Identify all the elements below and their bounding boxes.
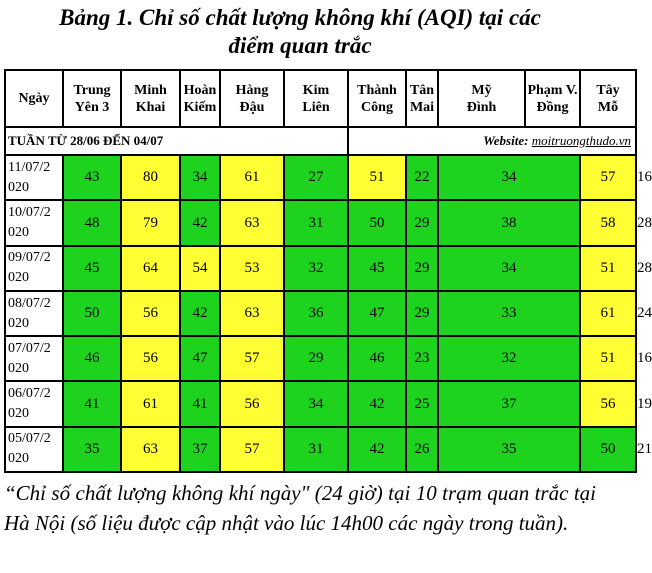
aqi-value-cell: 56 xyxy=(121,291,180,336)
aqi-value-cell: 29 xyxy=(406,246,438,291)
website-label: Website: xyxy=(483,133,529,149)
aqi-value-cell: 32 xyxy=(438,336,580,381)
aqi-value-cell: 34 xyxy=(180,155,220,200)
date-cell: 07/07/2 020 xyxy=(5,336,63,381)
header-station: Mỹ Đình xyxy=(438,70,525,127)
header-station: Phạm V. Đồng xyxy=(525,70,580,127)
aqi-value-cell: 34 xyxy=(438,155,580,200)
website-link[interactable]: moitruongthudo.vn xyxy=(531,133,631,149)
website-cell xyxy=(348,127,636,155)
aqi-value-cell: 34 xyxy=(284,381,348,426)
aqi-value-cell: 45 xyxy=(348,246,406,291)
aqi-value-cell: 64 xyxy=(121,246,180,291)
aqi-value-cell: 31 xyxy=(284,200,348,245)
title-line-1: Bảng 1. Chỉ số chất lượng không khí (AQI) tại các xyxy=(59,5,541,30)
table-row: 05/07/2 020 35 63 37 57 31 42 26 35 50 21 xyxy=(5,427,636,472)
header-date: Ngày xyxy=(5,70,63,127)
table-row: 11/07/2 020 43 80 34 61 27 51 22 34 57 16 xyxy=(5,155,636,200)
aqi-value-cell: 53 xyxy=(220,246,284,291)
aqi-value-cell: 80 xyxy=(121,155,180,200)
data-body xyxy=(5,155,652,472)
header-row xyxy=(5,70,636,127)
aqi-value-cell: 51 xyxy=(348,155,406,200)
week-label: TUẦN TỪ 28/06 ĐẾN 04/07 xyxy=(5,127,348,155)
aqi-value-cell: 61 xyxy=(580,291,636,336)
header-station: Hàng Đậu xyxy=(220,70,284,127)
aqi-value-cell: 31 xyxy=(284,427,348,472)
aqi-value-cell: 27 xyxy=(284,155,348,200)
aqi-value-cell: 46 xyxy=(348,336,406,381)
aqi-value-cell: 32 xyxy=(284,246,348,291)
aqi-value-cell: 54 xyxy=(180,246,220,291)
aqi-value-cell: 51 xyxy=(580,336,636,381)
title-line-2: điểm quan trắc xyxy=(228,33,372,58)
aqi-value-cell: 57 xyxy=(580,155,636,200)
week-row xyxy=(5,127,636,155)
aqi-value-cell: 47 xyxy=(348,291,406,336)
aqi-value-cell: 57 xyxy=(220,336,284,381)
aqi-value-cell: 42 xyxy=(348,381,406,426)
aqi-value-cell: 47 xyxy=(180,336,220,381)
header-station: Thành Công xyxy=(348,70,406,127)
table-row: 06/07/2 020 41 61 41 56 34 42 25 37 56 19 xyxy=(5,381,636,426)
header-station: Hoàn Kiếm xyxy=(180,70,220,127)
date-cell: 09/07/2 020 xyxy=(5,246,63,291)
aqi-value-cell: 29 xyxy=(406,291,438,336)
aqi-value-cell: 57 xyxy=(220,427,284,472)
aqi-value-cell: 56 xyxy=(220,381,284,426)
aqi-value-cell: 42 xyxy=(180,291,220,336)
date-cell: 08/07/2 020 xyxy=(5,291,63,336)
aqi-value-cell: 25 xyxy=(406,381,438,426)
aqi-value-cell: 43 xyxy=(63,155,121,200)
aqi-value-cell: 50 xyxy=(348,200,406,245)
header-station: Trung Yên 3 xyxy=(63,70,121,127)
date-cell: 05/07/2 020 xyxy=(5,427,63,472)
aqi-value-cell: 61 xyxy=(220,155,284,200)
aqi-value-cell: 61 xyxy=(121,381,180,426)
aqi-value-cell: 50 xyxy=(63,291,121,336)
aqi-table xyxy=(4,69,652,473)
table-row: 07/07/2 020 46 56 47 57 29 46 23 32 51 16 xyxy=(5,336,636,381)
aqi-value-cell: 79 xyxy=(121,200,180,245)
aqi-value-cell: 23 xyxy=(406,336,438,381)
aqi-value-cell: 33 xyxy=(438,291,580,336)
aqi-value-cell: 35 xyxy=(63,427,121,472)
aqi-value-cell: 63 xyxy=(220,200,284,245)
aqi-value-cell: 29 xyxy=(284,336,348,381)
aqi-value-cell: 56 xyxy=(580,381,636,426)
aqi-value-cell: 37 xyxy=(438,381,580,426)
aqi-value-cell: 36 xyxy=(284,291,348,336)
aqi-value-cell: 45 xyxy=(63,246,121,291)
aqi-value-cell: 48 xyxy=(63,200,121,245)
aqi-value-cell: 41 xyxy=(63,381,121,426)
aqi-value-cell: 29 xyxy=(406,200,438,245)
table-row: 10/07/2 020 48 79 42 63 31 50 29 38 58 28 xyxy=(5,200,636,245)
aqi-value-cell: 42 xyxy=(348,427,406,472)
table-row: 09/07/2 020 45 64 54 53 32 45 29 34 51 28 xyxy=(5,246,636,291)
aqi-value-cell: 50 xyxy=(580,427,636,472)
header-station: Tân Mai xyxy=(406,70,438,127)
aqi-value-cell: 46 xyxy=(63,336,121,381)
header-station: Tây Mỗ xyxy=(580,70,636,127)
date-cell: 11/07/2 020 xyxy=(5,155,63,200)
aqi-value-cell: 56 xyxy=(121,336,180,381)
aqi-value-cell: 37 xyxy=(180,427,220,472)
caption: “Chỉ số chất lượng không khí ngày" (24 giờ) tại 10 trạm quan trắc tại Hà Nội (số liệu được cập nhật vào lúc 14h00 các ngày trong tuần). xyxy=(4,481,596,535)
aqi-value-cell: 42 xyxy=(180,200,220,245)
aqi-value-cell: 34 xyxy=(438,246,580,291)
header-station: Kim Liên xyxy=(284,70,348,127)
date-cell: 06/07/2 020 xyxy=(5,381,63,426)
aqi-value-cell: 35 xyxy=(438,427,580,472)
aqi-value-cell: 26 xyxy=(406,427,438,472)
aqi-value-cell: 63 xyxy=(121,427,180,472)
header-station: Minh Khai xyxy=(121,70,180,127)
table-title xyxy=(0,4,600,60)
date-cell: 10/07/2 020 xyxy=(5,200,63,245)
aqi-value-cell: 51 xyxy=(580,246,636,291)
table-row: 08/07/2 020 50 56 42 63 36 47 29 33 61 24 xyxy=(5,291,636,336)
aqi-value-cell: 58 xyxy=(580,200,636,245)
aqi-value-cell: 63 xyxy=(220,291,284,336)
aqi-value-cell: 41 xyxy=(180,381,220,426)
aqi-value-cell: 22 xyxy=(406,155,438,200)
aqi-value-cell: 38 xyxy=(438,200,580,245)
